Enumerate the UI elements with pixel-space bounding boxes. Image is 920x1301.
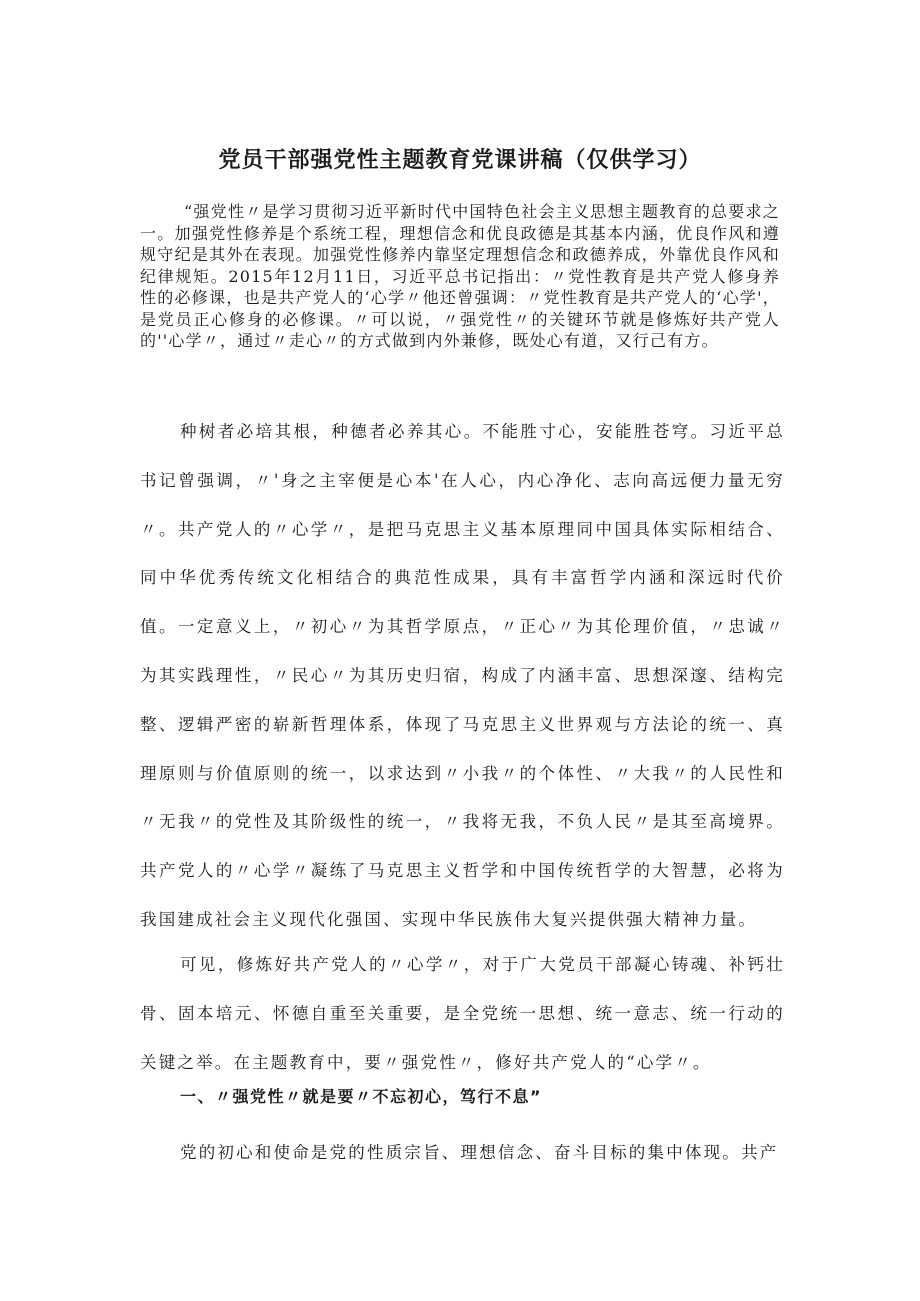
- intro-paragraph: “强党性〃是学习贯彻习近平新时代中国特色社会主义思想主题教育的总要求之一。加强党性修养是个系统工程，理想信念和优良政德是其基本内涵，优良作风和遵规守纪是其外在表现。加强党性修养内靠坚定理想信念和政德养成，外靠优良作风和纪律规矩。2015年12月11日，习近平总书记指出：〃党性教育是共产党人修身养性的必修课，也是共产党人的‘心学〃他还曾强调：〃党性教育是共产党人的‘心学'，是党员正心修身的必修课。〃可以说，〃强党性〃的关键环节就是修炼好共产党人的''心学〃，通过〃走心〃的方式做到内外兼修，既处心有道，又行己有方。: [140, 202, 780, 350]
- section-heading-1: 一、〃强党性〃就是要〃不忘初心，笃行不息”: [180, 1087, 543, 1106]
- document-title: 党员干部强党性主题教育党课讲稿（仅供学习）: [218, 148, 702, 173]
- body-paragraph-2: 可见，修炼好共产党人的〃心学〃，对于广大党员干部凝心铸魂、补钙壮骨、固本培元、怀德自重至关重要，是全党统一思想、统一意志、统一行动的关键之举。在主题教育中，要〃强党性〃，修好共产党人的“心学〃。: [140, 955, 785, 1072]
- body-paragraph-1: 种树者必培其根，种德者必养其心。不能胜寸心，安能胜苍穹。习近平总书记曾强调，〃'身之主宰便是心本'在人心，内心净化、志向高远便力量无穷〃。共产党人的〃心学〃，是把马克思主义基本原理同中国具体实际相结合、同中华优秀传统文化相结合的典范性成果，具有丰富哲学内涵和深远时代价值。一定意义上，〃初心〃为其哲学原点，〃正心〃为其伦理价值，〃忠诚〃为其实践理性，〃民心〃为其历史归宿，构成了内涵丰富、思想深邃、结构完整、逻辑严密的崭新哲理体系，体现了马克思主义世界观与方法论的统一、真理原则与价值原则的统一，以求达到〃小我〃的个体性、〃大我〃的人民性和〃无我〃的党性及其阶级性的统一，〃我将无我，不负人民〃是其至高境界。共产党人的〃心学〃凝练了马克思主义哲学和中国传统哲学的大智慧，必将为我国建成社会主义现代化强国、实现中华民族伟大复兴提供强大精神力量。: [140, 422, 785, 929]
- body-paragraph-3: 党的初心和使命是党的性质宗旨、理想信念、奋斗目标的集中体现。共产: [180, 1143, 779, 1162]
